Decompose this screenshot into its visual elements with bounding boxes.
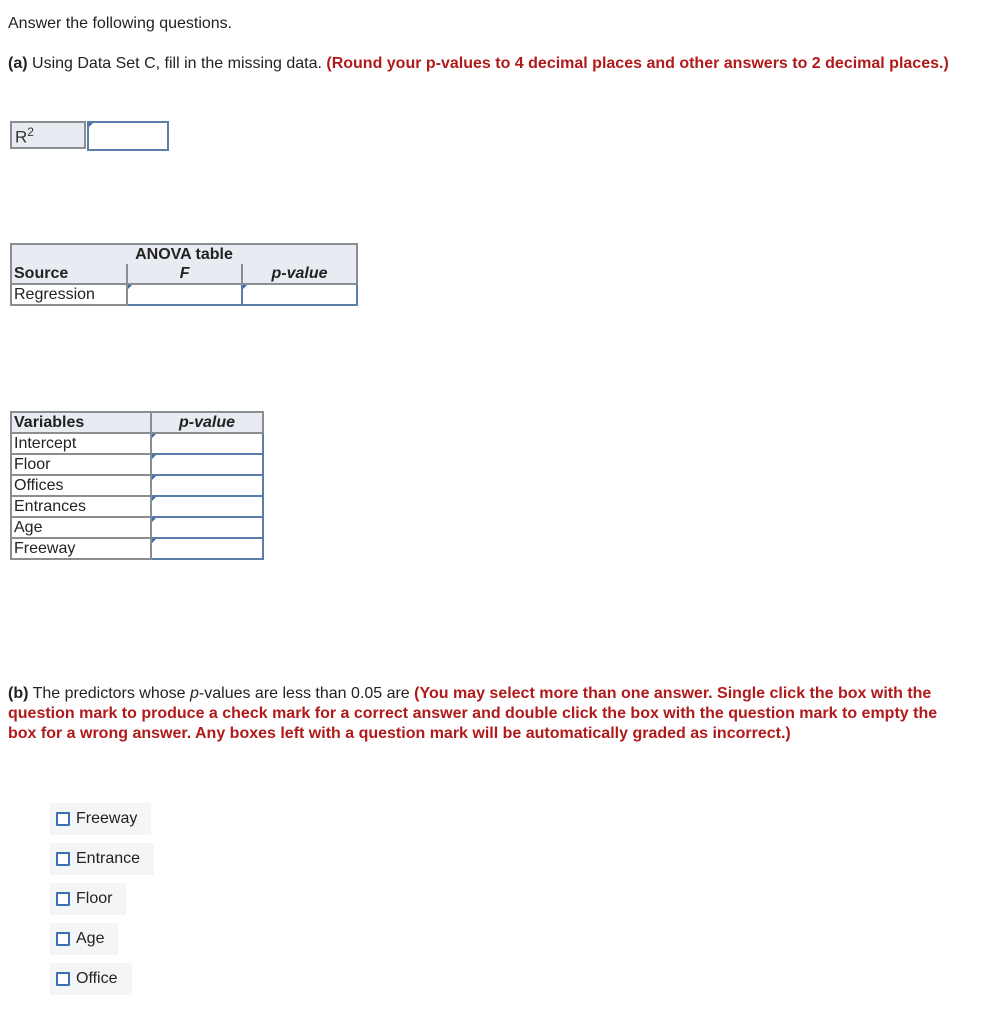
pvalue-input-floor[interactable] <box>151 454 263 475</box>
pvalue-input-offices[interactable] <box>151 475 263 496</box>
variables-col-pvalue: p-value <box>151 412 263 433</box>
r2-input[interactable] <box>87 121 169 151</box>
option-label: Entrance <box>76 850 141 867</box>
anova-col-source: Source <box>11 264 127 284</box>
checkbox-icon[interactable] <box>56 812 70 826</box>
part-b-text-1: The predictors whose <box>28 685 190 702</box>
option-floor[interactable] <box>50 883 126 915</box>
variable-label-offices: Offices <box>11 475 151 496</box>
pvalue-input-intercept[interactable] <box>151 433 263 454</box>
variables-col-var: Variables <box>11 412 151 433</box>
variables-table <box>10 411 264 560</box>
pvalue-input-entrances[interactable] <box>151 496 263 517</box>
part-b-question <box>8 684 953 744</box>
anova-row-regression: Regression <box>11 284 127 305</box>
anova-col-pvalue: p-value <box>242 264 357 284</box>
pvalue-input-freeway[interactable] <box>151 538 263 559</box>
checkbox-icon[interactable] <box>56 972 70 986</box>
part-a-label: (a) <box>8 55 28 72</box>
option-label: Office <box>76 970 118 987</box>
r2-label-sup: 2 <box>27 125 34 139</box>
part-a-note: (Round your p-values to 4 decimal places and other answers to 2 decimal places.) <box>326 55 949 72</box>
part-b-text-2: -values are less than 0.05 are <box>198 685 415 702</box>
option-label: Freeway <box>76 810 138 827</box>
r2-label <box>10 121 86 149</box>
r2-label-text: R <box>15 127 28 147</box>
checkbox-icon[interactable] <box>56 932 70 946</box>
part-b-text-p: p <box>190 685 199 702</box>
part-b-note: (You may select more than one answer. Single click the box with the question mark to produce a check mark for a correct answer and double click the box with the question mark to empty the box for a wrong answer. Any boxes left with a question mark will be automatically graded as incorrect.) <box>8 685 938 742</box>
anova-table <box>10 243 358 306</box>
option-label: Floor <box>76 890 113 907</box>
intro-text: Answer the following questions. <box>8 15 233 32</box>
part-a-text: Using Data Set C, fill in the missing data. <box>27 55 327 72</box>
checkbox-icon[interactable] <box>56 852 70 866</box>
variable-label-floor: Floor <box>11 454 151 475</box>
variable-label-age: Age <box>11 517 151 538</box>
option-label: Age <box>76 930 105 947</box>
part-a-question <box>8 54 968 74</box>
variable-label-intercept: Intercept <box>11 433 151 454</box>
anova-f-input[interactable] <box>127 284 242 305</box>
part-b-label: (b) <box>8 685 29 702</box>
option-office[interactable] <box>50 963 132 995</box>
pvalue-input-age[interactable] <box>151 517 263 538</box>
anova-pvalue-input[interactable] <box>242 284 357 305</box>
option-age[interactable] <box>50 923 118 955</box>
variable-label-entrances: Entrances <box>11 496 151 517</box>
variable-label-freeway: Freeway <box>11 538 151 559</box>
anova-col-f: F <box>127 264 242 284</box>
anova-title: ANOVA table <box>11 244 357 264</box>
option-freeway[interactable] <box>50 803 151 835</box>
checkbox-icon[interactable] <box>56 892 70 906</box>
option-entrance[interactable] <box>50 843 154 875</box>
